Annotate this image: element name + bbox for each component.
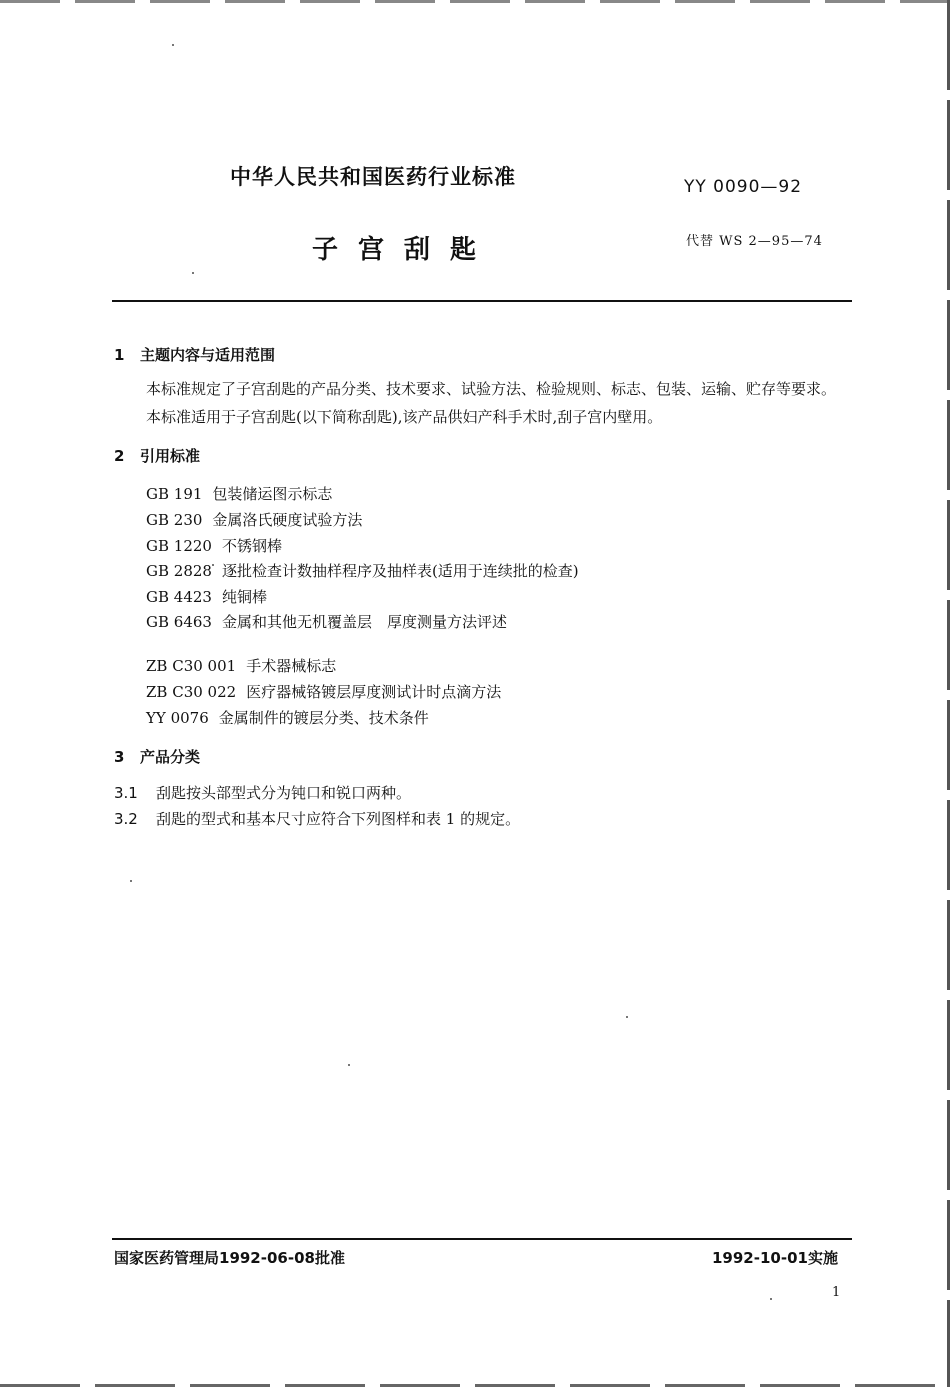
- document-title: 子宫刮匙: [312, 235, 497, 265]
- scan-speck: [626, 1016, 628, 1018]
- clause-number: 3.2: [114, 810, 138, 828]
- paragraph: 本标准规定了子宫刮匙的产品分类、技术要求、试验方法、检验规则、标志、包装、运输、贮存等要求。: [146, 380, 837, 398]
- section-number: 3: [114, 748, 125, 766]
- reference-code: YY 0076: [146, 709, 209, 727]
- reference-title: 金属制件的镀层分类、技术条件: [218, 709, 429, 727]
- reference-item: [146, 707, 429, 728]
- reference-item: [146, 611, 507, 632]
- reference-code: GB 4423: [146, 588, 212, 606]
- scan-speck: [348, 1064, 350, 1066]
- scan-speck: [172, 44, 174, 46]
- reference-title: 不锈钢棒: [221, 537, 282, 555]
- reference-title: 金属和其他无机覆盖层 厚度测量方法评述: [221, 613, 507, 631]
- clause-text: 刮匙的型式和基本尺寸应符合下列图样和表 1 的规定。: [156, 810, 521, 828]
- reference-code: GB 1220: [146, 537, 212, 555]
- section-3-heading: [114, 746, 200, 767]
- reference-title: 手术器械标志: [246, 657, 337, 675]
- replaces-standard: 代替 WS 2—95—74: [686, 234, 823, 249]
- approval-line: 国家医药管理局1992-06-08批准: [114, 1249, 345, 1267]
- clause-text: 刮匙按头部型式分为钝口和锐口两种。: [156, 784, 412, 802]
- section-number: 2: [114, 447, 125, 465]
- section-title: 产品分类: [140, 748, 201, 766]
- scan-speck: [192, 272, 194, 274]
- reference-code: GB 191: [146, 485, 203, 503]
- section-title: 主题内容与适用范围: [140, 346, 276, 364]
- page-number: 1: [832, 1285, 841, 1300]
- reference-item: [146, 483, 332, 504]
- scan-edge-top: [0, 0, 950, 3]
- section-number: 1: [114, 346, 125, 364]
- reference-code: GB 230: [146, 511, 203, 529]
- clause-3-2: [114, 808, 520, 829]
- paragraph: 本标准适用于子宫刮匙(以下简称刮匙),该产品供妇产科手术时,刮子宫内壁用。: [146, 408, 663, 426]
- scan-speck: [130, 880, 132, 882]
- reference-title: 金属洛氏硬度试验方法: [212, 511, 363, 529]
- reference-title: 医疗器械铬镀层厚度测试计时点滴方法: [246, 683, 502, 701]
- section-title: 引用标准: [140, 447, 201, 465]
- reference-title: 逐批检查计数抽样程序及抽样表(适用于连续批的检查): [221, 562, 579, 580]
- reference-item: [146, 655, 336, 676]
- clause-3-1: [114, 782, 411, 803]
- scan-speck: [770, 1298, 772, 1300]
- reference-code: GB 6463: [146, 613, 212, 631]
- header-rule: [112, 300, 852, 302]
- reference-title: 纯铜棒: [221, 588, 267, 606]
- reference-title: 包装储运图示标志: [212, 485, 333, 503]
- scan-speck: [212, 564, 214, 566]
- reference-item: [146, 509, 362, 530]
- clause-number: 3.1: [114, 784, 138, 802]
- standard-number: YY 0090—92: [684, 177, 803, 197]
- implementation-date: 1992-10-01实施: [712, 1249, 838, 1267]
- reference-item: [146, 535, 282, 556]
- reference-item: [146, 681, 501, 702]
- reference-code: ZB C30 022: [146, 683, 237, 701]
- reference-item: [146, 586, 267, 607]
- reference-code: ZB C30 001: [146, 657, 237, 675]
- section-2-heading: [114, 445, 200, 466]
- section-1-heading: [114, 344, 275, 365]
- industry-standard-heading: 中华人民共和国医药行业标准: [230, 165, 516, 189]
- reference-item: [146, 560, 579, 581]
- footer-rule: [112, 1238, 852, 1240]
- reference-code: GB 2828: [146, 562, 212, 580]
